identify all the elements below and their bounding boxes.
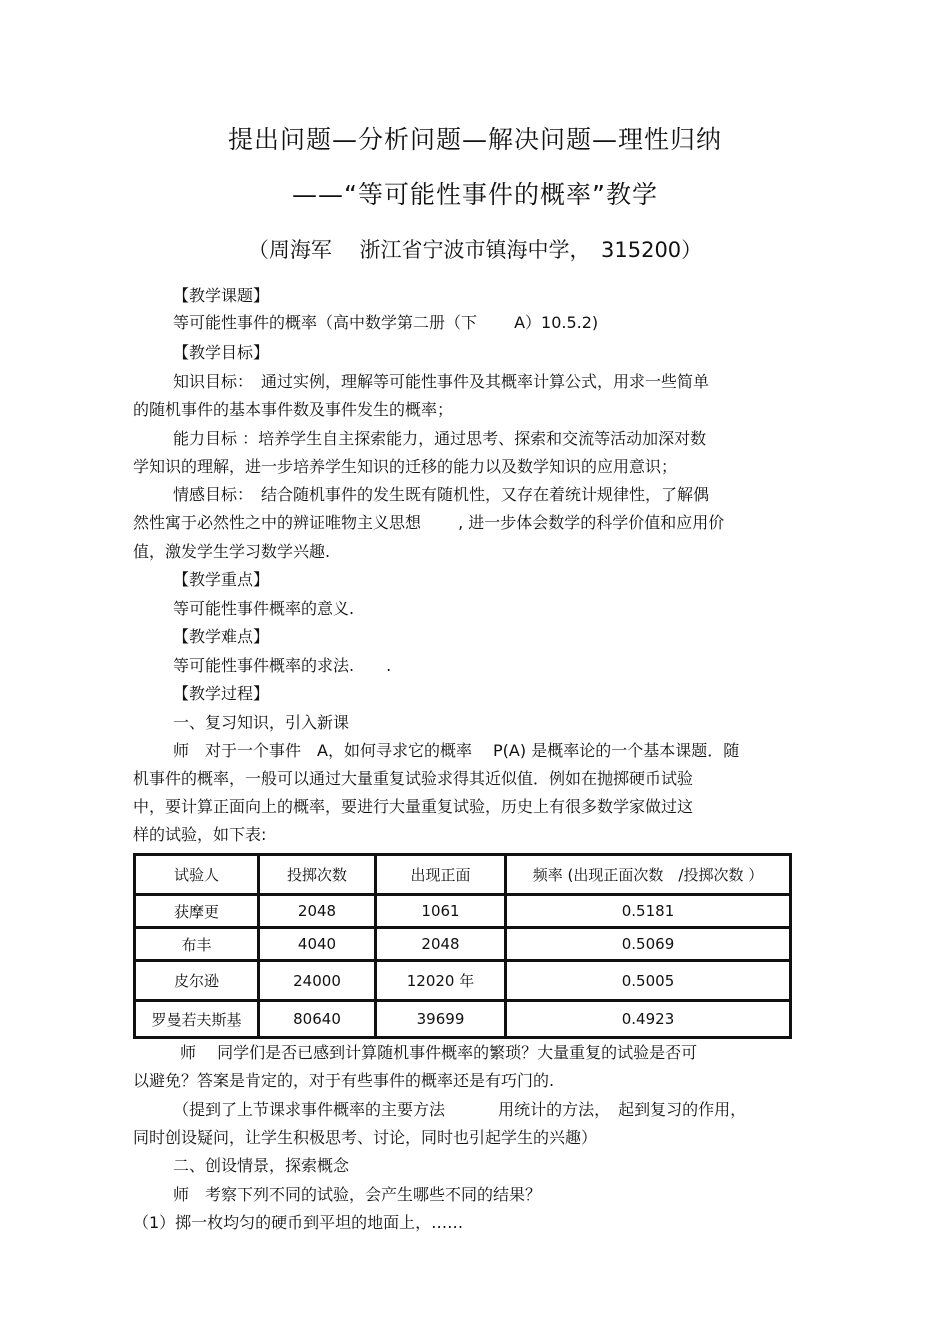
table-cell: 0.5181 <box>506 895 791 928</box>
paragraph-line: 中，要计算正面向上的概率，要进行大量重复试验，历史上有很多数学家做过这 <box>133 797 694 816</box>
page-subtitle: ——“等可能性事件的概率”教学 <box>292 180 658 209</box>
paragraph-line: 等可能性事件概率的意义. <box>173 599 355 618</box>
paragraph-line: 一、复习知识，引入新课 <box>173 713 350 732</box>
table-cell: 80640 <box>259 1001 376 1038</box>
section-heading: 【教学难点】 <box>173 627 270 646</box>
header-cell: 投掷次数 <box>259 855 376 895</box>
table-cell: 罗曼若夫斯基 <box>135 1001 259 1038</box>
paragraph-line: 然性寓于必然性之中的辨证唯物主义思想 , 进一步体会数学的科学价值和应用价 <box>133 513 725 532</box>
header-cell: 出现正面 <box>376 855 506 895</box>
paragraph-line: 师 考察下列不同的试验，会产生哪些不同的结果？ <box>173 1185 542 1204</box>
paragraph-line: 机事件的概率，一般可以通过大量重复试验求得其近似值．例如在抛掷硬币试验 <box>133 769 694 788</box>
table-cell: 0.5069 <box>506 928 791 961</box>
paragraph-line: 情感目标： 结合随机事件的发生既有随机性，又存在着统计规律性，了解偶 <box>173 485 710 504</box>
paragraph-line: 样的试验，如下表: <box>133 825 267 844</box>
paragraph-line: 师 对于一个事件 A，如何寻求它的概率 P(A) 是概率论的一个基本课题．随 <box>173 741 740 760</box>
paragraph-line: （1）掷一枚均匀的硬币到平坦的地面上，…… <box>133 1213 464 1232</box>
header-cell: 频率 (出现正面次数 /投掷次数 ） <box>506 855 791 895</box>
paragraph-line: 学知识的理解，进一步培养学生知识的迁移的能力以及数学知识的应用意识； <box>133 457 678 476</box>
table-cell: 皮尔逊 <box>135 961 259 1001</box>
table-row <box>135 961 791 1001</box>
paragraph-line: 等可能性事件概率的求法. . <box>173 656 392 675</box>
table-cell: 布丰 <box>135 928 259 961</box>
paragraph-line: 等可能性事件的概率（高中数学第二册（下 A）10.5.2) <box>173 313 599 332</box>
table-cell: 2048 <box>259 895 376 928</box>
table-cell: 12020 年 <box>376 961 506 1001</box>
paragraph-line: 知识目标： 通过实例，理解等可能性事件及其概率计算公式，用求一些简单 <box>173 372 710 391</box>
author-line: （周海军 浙江省宁波市镇海中学， 315200） <box>247 238 703 262</box>
section-heading: 二、创设情景，探索概念 <box>173 1156 350 1175</box>
section-heading: 【教学课题】 <box>173 286 270 305</box>
section-heading: 【教学过程】 <box>173 684 270 703</box>
paragraph-line: 的随机事件的基本事件数及事件发生的概率； <box>133 400 454 419</box>
table-cell: 24000 <box>259 961 376 1001</box>
paragraph-line: 值，激发学生学习数学兴趣. <box>133 542 331 561</box>
table-cell: 0.4923 <box>506 1001 791 1038</box>
table-cell: 39699 <box>376 1001 506 1038</box>
table-cell: 0.5005 <box>506 961 791 1001</box>
table-row <box>135 895 791 928</box>
header-cell: 试验人 <box>135 855 259 895</box>
table-header-row <box>135 855 791 895</box>
coin-toss-table <box>133 853 792 1039</box>
paragraph-line: （提到了上节课求事件概率的主要方法 用统计的方法， 起到复习的作用， <box>173 1100 747 1119</box>
table-cell: 1061 <box>376 895 506 928</box>
paragraph-line: 师 同学们是否已感到计算随机事件概率的繁琐？大量重复的试验是否可 <box>180 1043 698 1062</box>
paragraph-line: 能力目标 ：培养学生自主探索能力，通过思考、探索和交流等活动加深对数 <box>173 429 707 448</box>
table-cell: 4040 <box>259 928 376 961</box>
table-cell: 2048 <box>376 928 506 961</box>
table-row <box>135 928 791 961</box>
table-row <box>135 1001 791 1038</box>
section-heading: 【教学目标】 <box>173 343 270 362</box>
paragraph-line: 同时创设疑问，让学生积极思考、讨论，同时也引起学生的兴趣） <box>133 1128 598 1147</box>
table-cell: 获摩更 <box>135 895 259 928</box>
paragraph-line: 以避免？答案是肯定的，对于有些事件的概率还是有巧门的. <box>133 1071 555 1090</box>
section-heading: 【教学重点】 <box>173 570 270 589</box>
page-title: 提出问题—分析问题—解决问题—理性归纳 <box>227 125 722 154</box>
